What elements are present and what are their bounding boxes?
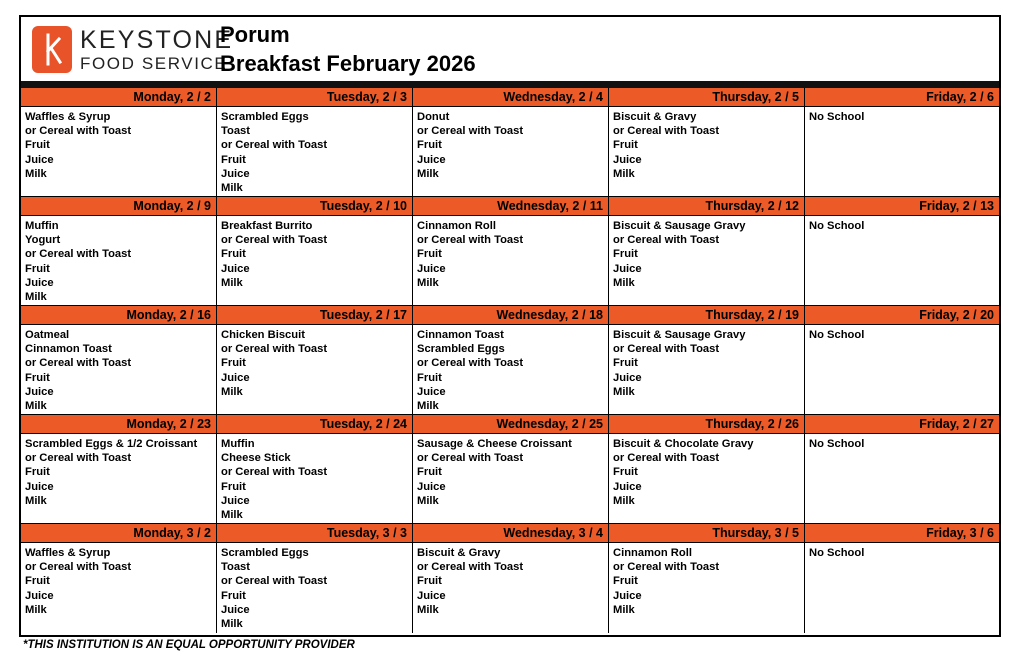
menu-item: Juice: [417, 589, 446, 602]
menu-item: or Cereal with Toast: [417, 452, 524, 465]
menu-item: Juice: [221, 371, 250, 384]
week-row: [21, 306, 999, 415]
menu-item: or Cereal with Toast: [417, 125, 524, 138]
menu-item: or Cereal with Toast: [221, 234, 328, 247]
menu-item: or Cereal with Toast: [25, 561, 132, 574]
menu-item: Milk: [221, 182, 243, 195]
menu-title: Breakfast February 2026: [220, 51, 476, 76]
menu-item: Fruit: [25, 466, 50, 479]
menu-items: [805, 107, 999, 124]
menu-items: [609, 434, 804, 508]
menu-item: Juice: [613, 371, 642, 384]
menu-item: Toast: [221, 561, 251, 574]
menu-item: Biscuit & Sausage Gravy: [613, 329, 746, 341]
day-header: Friday, 2 / 20: [805, 306, 999, 325]
menu-item: or Cereal with Toast: [25, 125, 132, 138]
menu-item: Juice: [417, 153, 446, 166]
menu-item: Milk: [221, 618, 243, 631]
menu-item: Milk: [25, 603, 47, 616]
header-divider: [21, 81, 999, 88]
menu-item: No School: [809, 547, 865, 559]
menu-item: Juice: [25, 480, 54, 493]
day-header: Wednesday, 2 / 4: [413, 88, 608, 107]
day-header: Friday, 2 / 27: [805, 415, 999, 434]
menu-item: Juice: [25, 153, 54, 166]
menu-item: Fruit: [221, 357, 246, 370]
menu-item: Milk: [613, 385, 635, 398]
day-header: Wednesday, 2 / 25: [413, 415, 608, 434]
week-row: [21, 88, 999, 197]
day-cell: [609, 88, 805, 196]
menu-item: Milk: [417, 400, 439, 413]
day-cell: [805, 306, 999, 414]
menu-item: Scrambled Eggs: [417, 343, 505, 356]
menu-item: Juice: [25, 589, 54, 602]
menu-items: [413, 107, 608, 181]
menu-items: [21, 543, 216, 617]
menu-item: Cinnamon Roll: [613, 547, 692, 559]
menu-item: or Cereal with Toast: [25, 357, 132, 370]
menu-item: Fruit: [613, 466, 638, 479]
menu-item: or Cereal with Toast: [25, 248, 132, 261]
menu-item: Sausage & Cheese Croissant: [417, 438, 572, 450]
day-cell: [217, 524, 413, 633]
menu-item: Fruit: [613, 139, 638, 152]
menu-item: or Cereal with Toast: [613, 452, 720, 465]
menu-items: [217, 325, 412, 399]
menu-item: Cinnamon Roll: [417, 220, 496, 232]
day-cell: [217, 88, 413, 196]
menu-item: or Cereal with Toast: [417, 357, 524, 370]
menu-item: Juice: [417, 480, 446, 493]
menu-items: [413, 434, 608, 508]
menu-item: Biscuit & Gravy: [613, 111, 697, 123]
menu-item: Fruit: [221, 589, 246, 602]
day-cell: [21, 306, 217, 414]
menu-item: Fruit: [417, 466, 442, 479]
menu-item: Juice: [417, 262, 446, 275]
menu-item: or Cereal with Toast: [613, 343, 720, 356]
menu-item: Milk: [221, 385, 243, 398]
menu-item: Milk: [417, 603, 439, 616]
menu-items: [413, 325, 608, 413]
menu-item: Milk: [25, 167, 47, 180]
menu-item: Muffin: [221, 438, 255, 450]
day-header: Friday, 3 / 6: [805, 524, 999, 543]
day-header: Monday, 3 / 2: [21, 524, 216, 543]
menu-item: Biscuit & Sausage Gravy: [613, 220, 746, 232]
day-header: Tuesday, 2 / 24: [217, 415, 412, 434]
day-header: Thursday, 2 / 19: [609, 306, 804, 325]
day-cell: [609, 197, 805, 305]
week-row: [21, 197, 999, 306]
menu-items: [217, 543, 412, 631]
menu-items: [805, 216, 999, 233]
menu-item: Fruit: [25, 262, 50, 275]
menu-items: [805, 543, 999, 560]
menu-item: or Cereal with Toast: [221, 343, 328, 356]
menu-item: Scrambled Eggs & 1/2 Croissant: [25, 438, 198, 450]
menu-item: Fruit: [417, 248, 442, 261]
day-cell: [413, 306, 609, 414]
day-cell: [805, 415, 999, 523]
day-cell: [609, 524, 805, 633]
menu-item: Fruit: [613, 357, 638, 370]
menu-item: Scrambled Eggs: [221, 547, 309, 559]
day-cell: [609, 306, 805, 414]
menu-item: No School: [809, 329, 865, 341]
menu-item: No School: [809, 111, 865, 123]
week-row: [21, 415, 999, 524]
menu-frame: [19, 15, 1001, 637]
day-header: Monday, 2 / 23: [21, 415, 216, 434]
menu-items: [609, 107, 804, 181]
day-cell: [21, 197, 217, 305]
menu-item: Fruit: [613, 575, 638, 588]
menu-item: Juice: [613, 153, 642, 166]
menu-item: Fruit: [25, 575, 50, 588]
menu-items: [217, 107, 412, 195]
menu-item: Cinnamon Toast: [417, 329, 504, 341]
menu-items: [609, 325, 804, 399]
menu-item: No School: [809, 438, 865, 450]
menu-items: [21, 434, 216, 508]
day-header: Thursday, 2 / 5: [609, 88, 804, 107]
menu-item: Milk: [25, 494, 47, 507]
menu-items: [413, 216, 608, 290]
menu-item: Scrambled Eggs: [221, 111, 309, 123]
day-cell: [413, 524, 609, 633]
menu-item: Toast: [221, 125, 251, 138]
menu-header: [21, 17, 999, 84]
menu-items: [21, 107, 216, 181]
menu-items: [805, 434, 999, 451]
menu-item: Fruit: [25, 371, 50, 384]
menu-item: or Cereal with Toast: [613, 561, 720, 574]
menu-item: or Cereal with Toast: [613, 125, 720, 138]
day-cell: [413, 415, 609, 523]
day-header: Tuesday, 2 / 10: [217, 197, 412, 216]
menu-item: Milk: [221, 509, 243, 522]
menu-item: Biscuit & Gravy: [417, 547, 501, 559]
menu-item: Juice: [25, 385, 54, 398]
menu-item: Milk: [221, 276, 243, 289]
menu-item: Fruit: [221, 480, 246, 493]
menu-item: Yogurt: [25, 234, 61, 247]
day-header: Thursday, 2 / 26: [609, 415, 804, 434]
day-header: Monday, 2 / 2: [21, 88, 216, 107]
school-name: Porum: [220, 22, 290, 47]
brand-name: KEYSTONE: [80, 26, 234, 54]
menu-calendar-grid: [21, 88, 999, 633]
menu-item: Juice: [221, 262, 250, 275]
day-cell: [217, 415, 413, 523]
day-header: Tuesday, 2 / 3: [217, 88, 412, 107]
menu-item: Fruit: [25, 139, 50, 152]
menu-item: or Cereal with Toast: [25, 452, 132, 465]
menu-item: Milk: [613, 276, 635, 289]
day-header: Monday, 2 / 16: [21, 306, 216, 325]
menu-items: [217, 434, 412, 522]
menu-items: [217, 216, 412, 290]
menu-item: Juice: [613, 262, 642, 275]
day-header: Tuesday, 2 / 17: [217, 306, 412, 325]
menu-item: or Cereal with Toast: [221, 466, 328, 479]
menu-item: Biscuit & Chocolate Gravy: [613, 438, 754, 450]
menu-item: Milk: [417, 276, 439, 289]
menu-item: Juice: [221, 167, 250, 180]
menu-item: or Cereal with Toast: [417, 234, 524, 247]
day-cell: [413, 88, 609, 196]
menu-item: Oatmeal: [25, 329, 70, 341]
menu-items: [21, 216, 216, 304]
day-header: Tuesday, 3 / 3: [217, 524, 412, 543]
menu-item: Chicken Biscuit: [221, 329, 305, 341]
keystone-logo-icon: [32, 26, 72, 73]
menu-item: No School: [809, 220, 865, 232]
menu-item: Milk: [613, 167, 635, 180]
day-cell: [217, 197, 413, 305]
day-cell: [21, 88, 217, 196]
menu-item: Milk: [613, 603, 635, 616]
menu-item: or Cereal with Toast: [221, 139, 328, 152]
day-header: Thursday, 2 / 12: [609, 197, 804, 216]
menu-item: Waffles & Syrup: [25, 111, 111, 123]
menu-item: or Cereal with Toast: [417, 561, 524, 574]
menu-item: Juice: [221, 603, 250, 616]
menu-item: Fruit: [221, 153, 246, 166]
menu-item: or Cereal with Toast: [613, 234, 720, 247]
menu-item: Milk: [613, 494, 635, 507]
menu-items: [21, 325, 216, 413]
menu-item: Muffin: [25, 220, 59, 232]
menu-items: [805, 325, 999, 342]
day-cell: [413, 197, 609, 305]
menu-item: Fruit: [417, 139, 442, 152]
equal-opportunity-notice: *THIS INSTITUTION IS AN EQUAL OPPORTUNITY PROVIDER: [23, 639, 355, 651]
menu-item: Fruit: [221, 248, 246, 261]
day-cell: [805, 197, 999, 305]
menu-item: Fruit: [417, 575, 442, 588]
day-cell: [21, 524, 217, 633]
menu-item: Fruit: [613, 248, 638, 261]
menu-item: Milk: [417, 167, 439, 180]
menu-item: Juice: [613, 589, 642, 602]
day-cell: [609, 415, 805, 523]
menu-items: [413, 543, 608, 617]
menu-item: Cheese Stick: [221, 452, 291, 465]
menu-item: Donut: [417, 111, 450, 123]
day-header: Thursday, 3 / 5: [609, 524, 804, 543]
day-header: Friday, 2 / 13: [805, 197, 999, 216]
menu-item: Cinnamon Toast: [25, 343, 112, 356]
day-cell: [805, 524, 999, 633]
brand-subtitle: FOOD SERVICE: [80, 54, 228, 73]
day-cell: [217, 306, 413, 414]
menu-item: or Cereal with Toast: [221, 575, 328, 588]
menu-items: [609, 216, 804, 290]
menu-item: Milk: [25, 400, 47, 413]
menu-item: Waffles & Syrup: [25, 547, 111, 559]
day-header: Wednesday, 2 / 18: [413, 306, 608, 325]
day-header: Wednesday, 3 / 4: [413, 524, 608, 543]
day-cell: [21, 415, 217, 523]
menu-item: Fruit: [417, 371, 442, 384]
menu-item: Juice: [221, 494, 250, 507]
menu-items: [609, 543, 804, 617]
day-header: Friday, 2 / 6: [805, 88, 999, 107]
menu-item: Juice: [417, 385, 446, 398]
day-cell: [805, 88, 999, 196]
menu-item: Juice: [25, 276, 54, 289]
menu-item: Breakfast Burrito: [221, 220, 313, 232]
menu-item: Milk: [417, 494, 439, 507]
menu-item: Milk: [25, 291, 47, 304]
week-row: [21, 524, 999, 633]
day-header: Wednesday, 2 / 11: [413, 197, 608, 216]
menu-item: Juice: [613, 480, 642, 493]
day-header: Monday, 2 / 9: [21, 197, 216, 216]
